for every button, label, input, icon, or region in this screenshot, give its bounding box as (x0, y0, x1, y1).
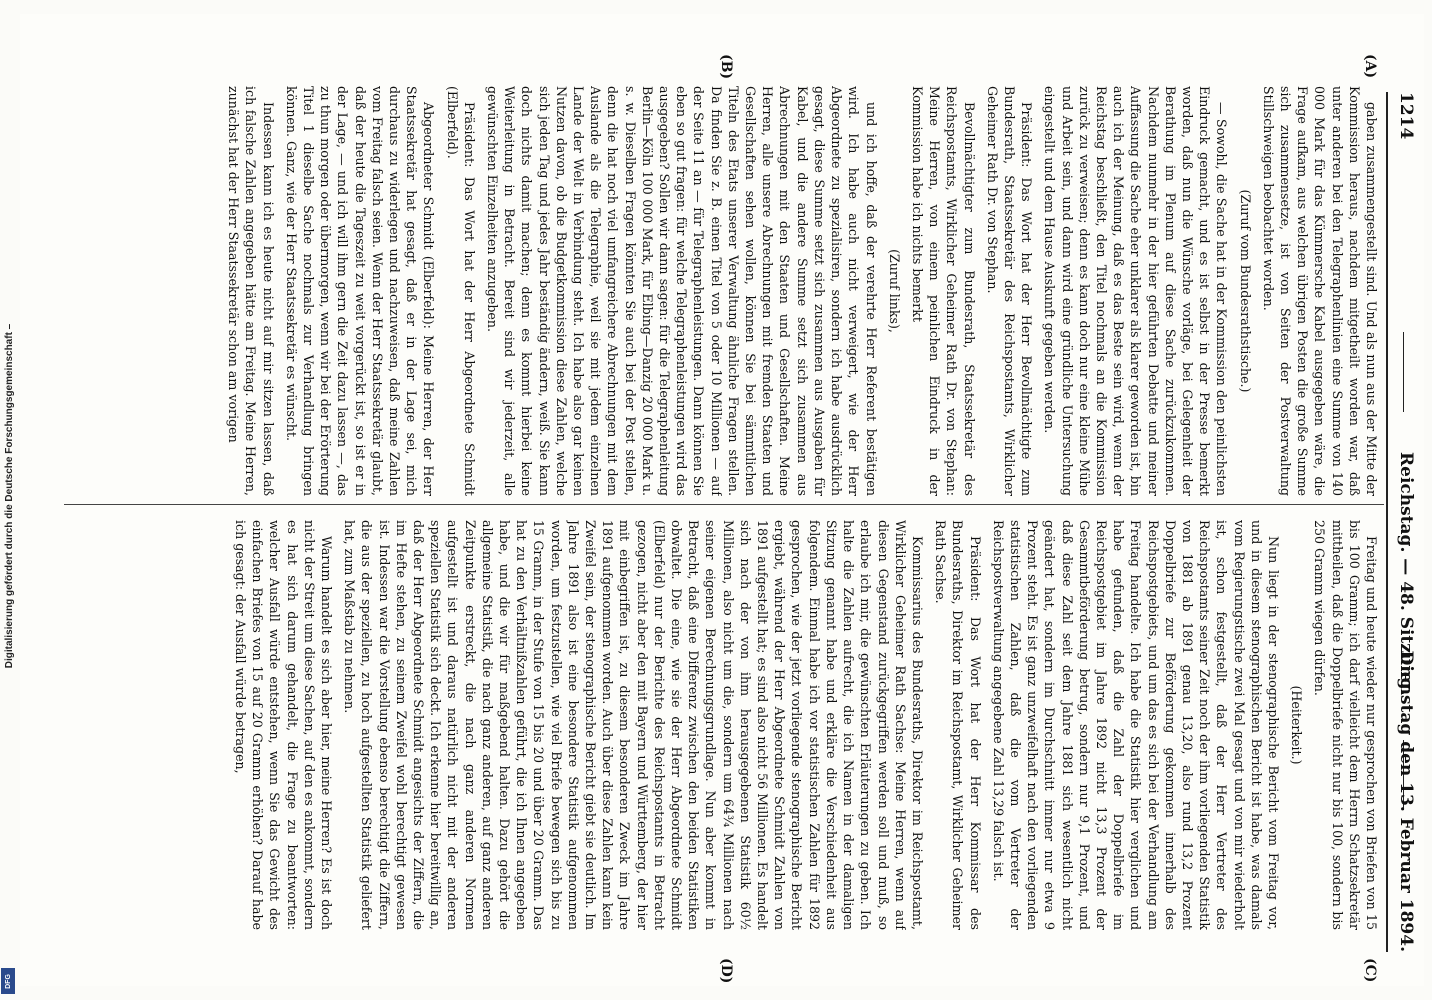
speaker-paragraph: Präsident: Das Wort hat der Herr Kommissar des Bundesraths, Direktor im Reichspostamt, Wirklicher Geheimer Rath Sachse. (933, 520, 983, 930)
speaker-paragraph: Bevollmächtigter zum Bundesrath, Staatssekretär des Reichspostamts, Wirklicher Geheimer Rath Dr. von Stephan: Meine Herren, von einem peinlichen Eindruck in der Kommission habe ich nichts bemerkt (909, 86, 977, 496)
paragraph: Indessen kann ich es heute nicht auf mir sitzen lassen, daß ich falsche Zahlen angegeben hätte am Freitag. Meine Herren, zunächst hat der Herr Staatssekretär schon am vorigen (226, 86, 276, 496)
paragraph: Nun liegt in der stenographische Bericht vom Freitag vor, und in diesem stenographischen Bericht ist habe, was damals vom Regierungstische zwei Mal gesagt und von mir wiederholt ist, schon festgestellt, daß der Herr Vertreter des Reichspostamts seiner Zeit noch der ihm vorliegenden Statistik von 1881 ab 1891 genau 13,20, also rund 13,2 Prozent Doppelbriefe zur Beförderung gekommen innerhalb des Reichspostgebiets, und um das es sich bei der Verhandlung am Freitag handelte. Ich habe die Statistik hier verglichen und habe gefunden, daß die Zahl der Doppelbriefe im Reichspostgebiet im Jahre 1892 nicht 13,3 Prozent der Gesammtbeförderung betrug, sondern nur 9,1 Prozent, und daß diese Zahl seit dem Jahre 1881 sich wesentlich nicht geändert hat, sondern im Durchschnitt immer nur etwa 9 Prozent steht. Es ist ganz unzweifelhaft nach den vorliegenden statistischen Zahlen, daß die vom Vertreter der Reichspostverwaltung angegebene Zahl 13,29 falsch ist. (990, 520, 1281, 930)
column-divider (64, 504, 1384, 505)
speaker-paragraph: Abgeordneter Schmidt (Elberfeld): Meine Herren, der Herr Staatssekretär hat gesagt, daß er in der Lage sei, mich durchaus zu widerlegen und nachzuweisen, daß meine Zahlen vom Freitag falsch seien. Wenn der Herr Staatssekretär glaubt, daß der heute die Tageszeit zu weit vorgerückt ist, so ist er in der Lage, — und ich will ihm gern die Zeit dazu lassen —, das zu thun morgen oder übermorgen, wenn wir bei der Erörterung Titel 1 dieselbe Sache nochmals zur Verhandlung bringen können. Ganz, wie der Herr Staatssekretär es wünscht. (283, 86, 437, 496)
session-title: Reichstag. — 48. Sitzung. (1396, 452, 1416, 696)
interjection: (Heiterkeit.) (1289, 685, 1305, 765)
margin-marker-a: (A) (1362, 54, 1378, 79)
paragraph: und ich hoffe, daß der verehrte Herr Referent bestätigen wird. Ich habe auch nicht verweigert, wie der Herr Abgeordnete zu spezialisiren, sondern ich habe ausdrücklich gesagt, diese Summe setzt sich zusammen aus Ausgaben für Kabel, und die andere Summe setzt sich zusammen aus Abrechnungen mit den Staaten und Gesellschaften. Meine Herren, alle unsere Abrechnungen mit fremden Staaten und Gesellschaften sehen wollen, können Sie bei sämmtlichen Titeln des Etats unserer Verwaltung ähnliche Fragen stellen. Da finden Sie z. B. einen Titel von 5 oder 10 Millionen — auf der Seite 11 an — für Telegraphenleistungen. Dann können Sie eben so gut fragen: für welche Telegraphenleistungen wird das ausgegeben? Sollen wir dann sagen: für die Telegraphenleitung Berlin—Köln 100 000 Mark, für Elbing—Danzig 20 000 Mark u. s. w. Dieselben Fragen könnten Sie auch bei der Post stellen, denn die hat noch viel umfangreichere Abrechnungen mit dem Auslande als die Telegraphie, weil sie mit jedem einzelnen Lande der Welt in Verbindung steht. Ich habe also gar keinen Nutzen davon, ob die Budgetkommission diese Zahlen, welche sich jeden Tag und jedes Jahr beständig ändern, weiß. Sie kann doch nichts damit machen; denn es kommt hierbei keine Weiterleitung in Betracht. Bereit sind wir jederzeit, alle gewünschten Einzelheiten anzugeben. (485, 86, 879, 496)
dfg-logo: DFG (1, 968, 15, 994)
right-column (80, 520, 1380, 930)
speaker-paragraph: Präsident: Das Wort hat der Herr Bevollmächtigte zum Bundesrath, Staatssekretär des Reichspostamts, Wirklicher Geheimer Rath Dr. von Stephan. (984, 86, 1035, 496)
interjection: (Zuruf links), (886, 249, 902, 333)
interjection: (Zuruf vom Bundesrathstische.) (1237, 189, 1253, 393)
paragraph: — Sowohl, die Sache hat in der Kommission den peinlichsten Eindruck gemacht, und es ist selbst in der Presse bemerkt worden, daß nun die Wünsche vorläge, bei Gelegenheit der Berathung im Plenum auf diese Sache zurückzukommen. Nachdem nunmehr in der hier geführten Debatte und meiner Auffassung die Sache eher unklarer als klarer geworden ist, bin auch ich der Meinung, daß es das Beste sein wird, wenn der Reichstag beschließt, den Titel nochmals an die Kommission zurück zu verweisen; denn es kann doch nur eine kleine Mühe und Arbeit sein, und dann wird eine gründliche Untersuchung eingestellt und dem Hause Auskunft gegeben werden. (1042, 86, 1230, 496)
margin-marker-b: (B) (718, 54, 734, 80)
margin-marker-d: (D) (718, 958, 734, 984)
left-column (80, 86, 1380, 496)
page-header (1386, 92, 1416, 952)
paragraph: Freitag und heute wieder nur gesprochen von Briefen von 15 bis 100 Gramm; ich darf vielleicht dem Herrn Schatzsekretär mittheilen, daß die Doppelbriefe nicht nur bis 100, sondern bis 250 Gramm wiegen dürfen. (1312, 520, 1379, 930)
paragraph: Warum handelt es sich aber hier, meine Herren? Es ist doch nicht der Streit um diese Sachen, auf den es ankommt, sondern es hat sich darum gehandelt, die Frage zu beantworten: welcher Ausfall würde entstehen, wenn Sie das Gewicht des einfachen Briefes von 15 auf 20 Gramm erhöhen? Darauf habe ich gesagt: der Ausfall würde betragen, (233, 520, 335, 930)
page-number: 1214 (1396, 92, 1416, 140)
header-rule-left (1403, 332, 1404, 412)
digitization-credit: Digitalisierung gefördert durch die Deutsche Forschungsgemeinschaft – (4, 323, 15, 669)
document-page (20, 14, 1424, 986)
speaker-paragraph: Präsident: Das Wort hat der Herr Abgeordnete Schmidt (Elberfeld). (444, 86, 477, 496)
speaker-paragraph: Kommissarius des Bundesraths, Direktor im Reichspostamt, Wirklicher Geheimer Rath Sachse: Meine Herren, wenn auf diesen Gegenstand zurückgegriffen werden soll und muß, so erlaube ich mir, die gewünschten Erläuterungen zu geben. Ich halte die Zahlen aufrecht, die ich Namen in der damaligen Sitzung genannt habe und erkläre die Verschiedenheit aus folgendem. Einmal habe ich vor statistischen Zahlen für 1892 gesprochen, wie der jetzt vorliegende stenographische Bericht ergiebt, während der Herr Abgeordnete Schmidt Zahlen von 1891 aufgestellt hat; es sind also nicht 56 Millionen. Es handelt sich nach der von ihm herausgegebenen Statistik 60½ Millionen, also nicht um die, sondern um 64¾ Millionen nach seiner eigenen Berechnungsgrundlage. Nun aber kommt in Betracht, daß eine Differenz zwischen den beiden Statistiken obwaltet. Die eine, wie sie der Herr Abgeordnete Schmidt (Elberfeld) nur der Berichte des Reichspostamts in Betracht gezogen, nicht aber den mit Bayern und Württemberg, der hier mit einbegriffen ist, zu diesem besonderen Zweck im Jahre 1891 aufgenommen worden. Auch über diese Zahlen kann kein Zweifel sein, der stenographische Bericht giebt sie deutlich. Im Jahre 1891 also ist eine besondere Statistik aufgenommen worden, um festzustellen, wie viel Briefe bewegen sich bis zu 15 Gramm, in der Stufe von 15 bis 20 und über 20 Gramm. Das hat zu den Verhältnißzahlen geführt, die ich Ihnen angegeben habe, und die wir für maßgebend halten. Dazu gehört die allgemeine Statistik, die nach ganz anderen, auf ganz anderen Zeitpunkte erstreckt, die nach ganz anderen Normen aufgestellt ist und daraus natürlich nicht mit der anderen speziellen Statistik sich deckt. Ich erkenne hier bereitwillig an, daß der Herr Abgeordnete Schmidt angesichts der Ziffern, die im Hefte stehen, zu seinem Zweifel wohl berechtigt gewesen ist. Indessen war die Vorstellung ebenso berechtigt die Ziffern, die aus der speziellen, zu hoch aufgestellten Statistik geliefert hat, zum Maßstab zu nehmen. (342, 520, 925, 930)
session-date: Dienstag den 13. Februar 1894. (1396, 650, 1416, 952)
margin-marker-c: (C) (1362, 958, 1378, 983)
paragraph: gaben zusammengestellt sind. Und als nun aus der Mitte der Kommission heraus, nachdem mitgetheilt worden war, daß unter anderen bei den Telegraphenlinien eine Summe von 140 000 Mark für das Kümmersche Kabel ausgegeben wäre, die Frage aufkam, aus welchen übrigen Posten die große Summe sich zusammensetze, ist von Seiten der Postverwaltung Stillschweigen beobachtet worden. (1260, 86, 1379, 496)
